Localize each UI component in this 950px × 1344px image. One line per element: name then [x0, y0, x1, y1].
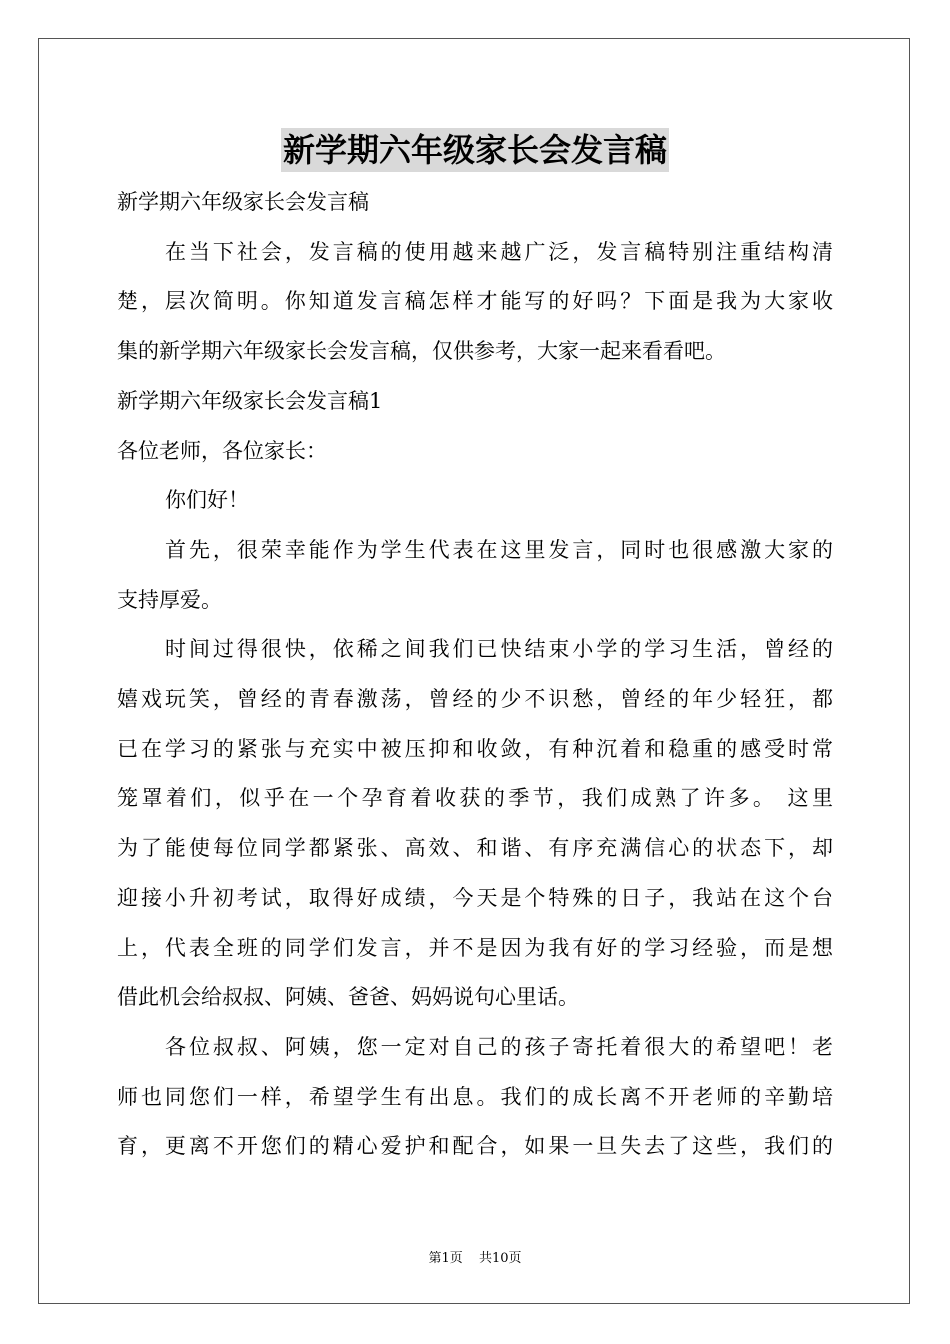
text-line: 你们好！	[165, 488, 249, 513]
text-line: 借此机会给叔叔、阿姨、爸爸、妈妈说句心里话。	[117, 985, 579, 1010]
text-line: 在当下社会，发言稿的使用越来越广泛，发言稿特别注重结构清	[165, 239, 833, 264]
document-title: 新学期六年级家长会发言稿	[281, 128, 669, 172]
text-line: 新学期六年级家长会发言稿	[117, 190, 369, 214]
text-line: 师也同您们一样，希望学生有出息。我们的成长离不开老师的辛勤培	[117, 1084, 833, 1109]
text-line: 为了能使每位同学都紧张、高效、和谐、有序充满信心的状态下，却	[117, 836, 833, 861]
text-line: 楚，层次简明。你知道发言稿怎样才能写的好吗？下面是我为大家收	[117, 289, 833, 314]
text-line: 育，更离不开您们的精心爱护和配合，如果一旦失去了这些，我们的	[117, 1134, 833, 1159]
text-line: 首先，很荣幸能作为学生代表在这里发言，同时也很感激大家的	[165, 537, 833, 562]
page-footer	[0, 1247, 950, 1266]
text-line: 已在学习的紧张与充实中被压抑和收敛，有种沉着和稳重的感受时常	[117, 736, 833, 761]
text-line: 笼罩着们，似乎在一个孕育着收获的季节，我们成熟了许多。 这里	[117, 786, 833, 811]
document-body	[117, 178, 833, 1172]
text-line: 迎接小升初考试，取得好成绩，今天是个特殊的日子，我站在这个台	[117, 885, 833, 910]
title-container	[0, 128, 950, 172]
text-line: 上，代表全班的同学们发言，并不是因为我有好的学习经验，而是想	[117, 935, 833, 960]
text-line: 各位老师，各位家长：	[117, 438, 327, 463]
text-line: 时间过得很快，依稀之间我们已快结束小学的学习生活，曾经的	[165, 637, 833, 662]
text-line: 新学期六年级家长会发言稿1	[117, 388, 383, 413]
page-number-current: 第1页	[428, 1251, 463, 1266]
text-line: 支持厚爱。	[117, 587, 222, 612]
text-line: 集的新学期六年级家长会发言稿，仅供参考，大家一起来看看吧。	[117, 339, 726, 364]
page-number-total: 共10页	[478, 1251, 522, 1266]
text-line: 各位叔叔、阿姨，您一定对自己的孩子寄托着很大的希望吧！老	[165, 1034, 833, 1059]
text-line: 嬉戏玩笑，曾经的青春激荡，曾经的少不识愁，曾经的年少轻狂，都	[117, 687, 833, 712]
